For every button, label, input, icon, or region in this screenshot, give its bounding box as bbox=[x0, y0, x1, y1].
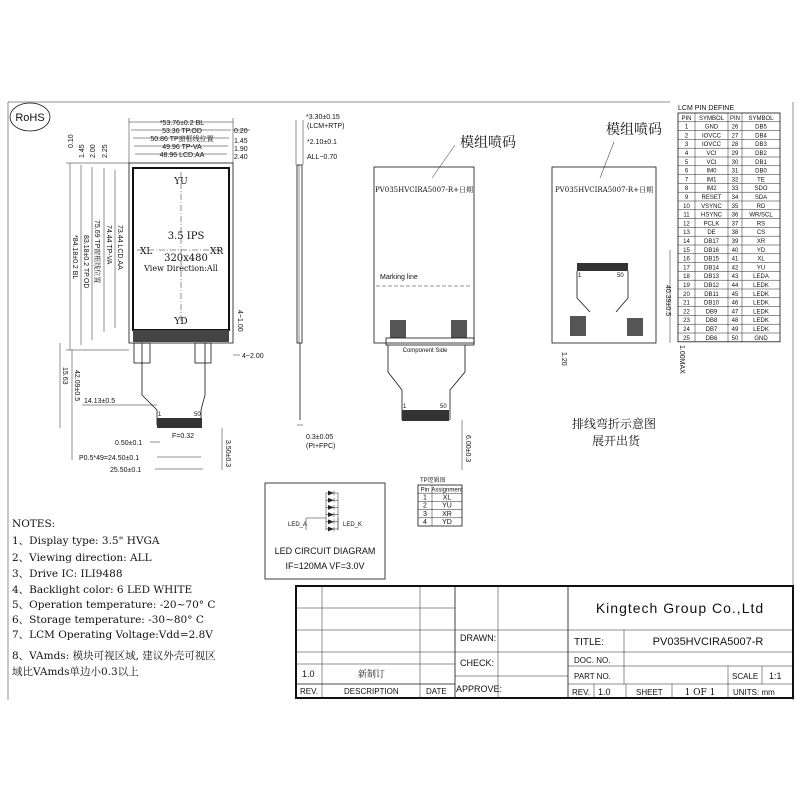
tb-title-value: PV035HVCIRA5007-R bbox=[652, 636, 764, 648]
dim-vert-0: 73.44 LCD.AA bbox=[116, 225, 123, 270]
tp-table-cell: XR bbox=[442, 510, 452, 518]
tp-table-cell: 4 bbox=[423, 519, 427, 527]
pin-table-cell: DB4 bbox=[755, 133, 767, 140]
pin-table-cell: 18 bbox=[683, 274, 690, 281]
dim-vert-1: 74.44 TP-VA bbox=[105, 225, 112, 265]
tb-units: UNITS: mm bbox=[733, 688, 775, 697]
tb-part-no: PART NO. bbox=[574, 672, 611, 681]
tb-drawn: DRAWN: bbox=[460, 633, 497, 643]
rohs-logo-text: RoHS bbox=[15, 112, 45, 124]
back-view-2 bbox=[552, 121, 685, 448]
pin-table-cell: 4 bbox=[684, 151, 689, 157]
pin-table-cell: DB2 bbox=[755, 151, 767, 157]
dim-3-50: 3.50±0.3 bbox=[224, 440, 231, 468]
pin-table-cell: 10 bbox=[683, 203, 690, 210]
notes-heading: NOTES: bbox=[12, 518, 56, 530]
pin-table-cell: LEDK bbox=[753, 291, 769, 298]
back-view-1 bbox=[374, 134, 516, 470]
pin-table-cell: 32 bbox=[731, 177, 739, 184]
note-5: 5、Operation temperature: -20~70° C bbox=[12, 599, 216, 611]
front-view bbox=[60, 118, 264, 474]
dim-left-3: 2.25 bbox=[102, 144, 109, 158]
pin-table-cell: 39 bbox=[731, 239, 739, 245]
tb-desc-entry: 新制订 bbox=[358, 669, 386, 679]
pin-table-cell: LEDK bbox=[753, 309, 769, 316]
dim-top-right-0: 0.20 bbox=[234, 128, 248, 135]
pin-table-cell: 34 bbox=[731, 195, 739, 201]
pin-table-cell: 29 bbox=[731, 151, 739, 157]
fpc-tail bbox=[134, 343, 211, 440]
pin-table-cell: DE bbox=[707, 230, 716, 237]
pin-table-cell: IOVCC bbox=[701, 133, 722, 140]
note-1: 1、Display type: 3.5" HVGA bbox=[12, 535, 160, 547]
notes bbox=[12, 518, 216, 678]
label-yu: YU bbox=[174, 177, 188, 187]
pin-table-cell: 41 bbox=[731, 256, 739, 263]
pin-table-cell: 31 bbox=[731, 168, 739, 175]
dim-top-3: 49.96 TP-VA bbox=[162, 144, 202, 151]
tb-scale-value: 1:1 bbox=[769, 671, 782, 681]
dim-left-1: 1.45 bbox=[79, 144, 86, 158]
pin-table-cell: 12 bbox=[683, 221, 690, 228]
pin-table-cell: 47 bbox=[731, 309, 739, 316]
led-diodes bbox=[326, 491, 338, 532]
note-2: 2、Viewing direction: ALL bbox=[12, 552, 152, 564]
back2-pin-50: 50 bbox=[617, 273, 624, 279]
pin-table-cell: 33 bbox=[731, 186, 739, 193]
back2-pin-1: 1 bbox=[578, 273, 582, 279]
note-3: 3、Drive IC: ILI9488 bbox=[12, 568, 123, 580]
pin-table-cell: 45 bbox=[731, 291, 739, 298]
note-8: 8、VAmds: 模块可视区域, 建议外壳可视区 bbox=[12, 650, 216, 662]
tb-desc-col: DESCRIPTION bbox=[344, 687, 399, 696]
pin-table-cell: SYMBOL bbox=[748, 115, 774, 122]
pin-table-cell: 37 bbox=[731, 221, 739, 228]
tb-check: CHECK: bbox=[460, 658, 495, 668]
pin-table-cell: IM0 bbox=[706, 168, 717, 175]
tp-table-cell: YU bbox=[442, 502, 452, 510]
back1-pin-1: 1 bbox=[403, 404, 407, 410]
dim-vert-3: 83.18±0.2 TP.OD bbox=[82, 235, 89, 289]
back2-code: PV035HVCIRA5007-R+日期 bbox=[554, 186, 654, 194]
pin-table-cell: DB5 bbox=[755, 124, 767, 131]
pin-table-cell: PCLK bbox=[703, 221, 720, 228]
pin-table-cell: PIN bbox=[729, 115, 741, 122]
pin-table-cell: 13 bbox=[683, 230, 690, 237]
fpc-pin-50: 50 bbox=[194, 412, 201, 418]
pin-table-cell: SYMBOL bbox=[698, 115, 725, 122]
title-block bbox=[296, 586, 793, 698]
pin-table-cell: 46 bbox=[731, 300, 739, 307]
dim-f: F=0.32 bbox=[172, 433, 194, 440]
pin-table-cell: VSYNC bbox=[701, 203, 722, 210]
led-label-a: LED_A bbox=[288, 522, 308, 528]
pin-table-cell: DB12 bbox=[703, 283, 720, 289]
dim-top-right-3: 2.40 bbox=[234, 154, 248, 161]
pin-table-cell: SDA bbox=[754, 195, 768, 201]
pin-table-cell: 9 bbox=[684, 195, 689, 201]
dim-25-50: 25.50±0.1 bbox=[110, 467, 142, 474]
pin-table-cell: LEDK bbox=[753, 327, 769, 333]
pin-table-cell: DB11 bbox=[704, 291, 719, 298]
dim-top-1: 53.36 TP.OD bbox=[162, 128, 202, 135]
dim-4-2: 4~2.00 bbox=[242, 353, 264, 360]
dim-left-2: 2.00 bbox=[90, 144, 97, 158]
dim-vert-2: 75.69 TP窗框线位置 bbox=[93, 220, 100, 284]
pin-table-cell: 35 bbox=[731, 203, 739, 210]
tp-table-cell: 3 bbox=[423, 510, 427, 518]
pin-table-cell: LEDK bbox=[753, 318, 769, 325]
tp-table bbox=[418, 476, 463, 526]
pin-table-cell: 26 bbox=[731, 124, 739, 131]
dim-4-1: 4~1.00 bbox=[236, 310, 243, 332]
tp-table-cell: 1 bbox=[423, 494, 427, 502]
pin-table-cell: DB9 bbox=[705, 309, 718, 316]
pin-table-cell: VCI bbox=[706, 151, 717, 157]
pin-table-cell: DB1 bbox=[755, 159, 767, 166]
label-yd: YD bbox=[174, 317, 188, 327]
back1-title: 模组喷码 bbox=[460, 134, 516, 150]
back2-dim-40: 40.39±0.5 bbox=[664, 285, 671, 317]
pin-table-cell: GND bbox=[704, 124, 719, 131]
side-dim-4: 0.3±0.05 bbox=[306, 434, 334, 441]
pin-table-cell: 8 bbox=[684, 186, 689, 193]
label-view: View Direction:All bbox=[144, 264, 218, 273]
company-name: Kingtech Group Co.,Ltd bbox=[595, 600, 765, 616]
back2-caption-1: 排线弯折示意图 bbox=[572, 417, 657, 431]
dim-vert-4: *84.18±0.2 BL bbox=[71, 235, 78, 280]
pin-table-cell: GND bbox=[754, 335, 768, 342]
label-size: 3.5 IPS bbox=[167, 231, 205, 242]
tb-sheet-value: 1 OF 1 bbox=[684, 688, 716, 698]
led-circuit bbox=[265, 483, 385, 579]
pin-table-cell: YD bbox=[756, 247, 766, 254]
pin-table-cell: DB17 bbox=[703, 239, 720, 245]
pin-table-cell: 2 bbox=[684, 133, 689, 140]
pin-table-cell: DB3 bbox=[755, 142, 767, 149]
pin-table-cell: TE bbox=[757, 177, 765, 184]
pin-table-cell: 40 bbox=[731, 247, 739, 254]
pin-table-cell: 30 bbox=[731, 159, 739, 166]
led-label-k: LED_K bbox=[343, 522, 363, 528]
pin-table-title: LCM PIN DEFINE bbox=[678, 105, 735, 112]
pin-table-cell: DB8 bbox=[705, 318, 718, 325]
rohs-logo bbox=[10, 103, 50, 131]
pin-table-cell: 5 bbox=[684, 159, 689, 166]
note-6: 6、Storage temperature: -30~80° C bbox=[12, 614, 204, 626]
back1-dim-6: 6.00±0.3 bbox=[464, 435, 471, 463]
tb-date-col: DATE bbox=[426, 687, 447, 696]
side-dim-3: ALL~0.70 bbox=[307, 154, 338, 161]
back1-marking: Marking line bbox=[380, 274, 418, 281]
pin-table-cell: 28 bbox=[731, 142, 739, 149]
pin-table-cell: 36 bbox=[731, 212, 739, 219]
pin-table-cell: 49 bbox=[731, 327, 739, 333]
pin-table-cell: 44 bbox=[731, 283, 739, 289]
back1-code: PV035HVCIRA5007-R+日期 bbox=[374, 186, 474, 194]
pin-table-cell: YU bbox=[756, 265, 766, 272]
pin-table-cell: IM1 bbox=[706, 177, 717, 184]
back2-dim-1max: 1.00MAX bbox=[678, 345, 685, 374]
tp-table-title: TP逻辑图 bbox=[420, 478, 446, 484]
pin-table-cell: 7 bbox=[684, 177, 689, 184]
back1-pin-50: 50 bbox=[440, 404, 447, 410]
pin-table bbox=[678, 105, 780, 342]
label-xr: XR bbox=[210, 247, 224, 257]
pin-table-cell: 15 bbox=[683, 247, 690, 254]
tp-table-grid bbox=[418, 485, 463, 526]
pin-table-cell: DB7 bbox=[705, 327, 718, 333]
pin-table-cell: DB15 bbox=[703, 256, 720, 263]
side-view bbox=[296, 114, 344, 450]
pin-table-cell: RS bbox=[756, 221, 766, 228]
pin-table-cell: WR/SCL bbox=[749, 212, 773, 219]
pin-table-cell: 27 bbox=[731, 133, 739, 140]
pin-table-cell: SDO bbox=[754, 186, 768, 193]
dim-top-right-2: 1.90 bbox=[234, 146, 248, 153]
pin-table-cell: 1 bbox=[684, 124, 689, 131]
pin-table-cell: RD bbox=[756, 203, 766, 210]
pin-table-cell: DB16 bbox=[703, 247, 720, 254]
pin-table-cell: XR bbox=[756, 239, 766, 245]
tb-rev-label: REV. bbox=[572, 688, 590, 697]
pin-table-cell: LEDK bbox=[753, 283, 769, 289]
tp-table-cell: Assignment bbox=[431, 487, 463, 494]
pin-table-cell: 24 bbox=[683, 327, 690, 333]
tb-rev-col: REV. bbox=[300, 687, 318, 696]
pin-table-cell: 42 bbox=[731, 265, 739, 272]
pin-table-cell: 14 bbox=[683, 239, 690, 245]
side-dim-2: *2.10±0.1 bbox=[307, 139, 337, 146]
pin-table-cell: VCI bbox=[706, 159, 717, 166]
fpc-contacts bbox=[157, 418, 202, 428]
tb-approve: APPROVE: bbox=[456, 684, 503, 694]
top-dimensions bbox=[129, 118, 250, 163]
dim-top-right-1: 1.45 bbox=[234, 138, 248, 145]
dim-42-09: 42.09±0.5 bbox=[73, 370, 80, 402]
left-dimensions bbox=[66, 134, 129, 350]
back1-component-side: Component Side bbox=[402, 348, 448, 354]
tb-rev-entry: 1.0 bbox=[302, 669, 315, 679]
back2-caption-2: 展开出货 bbox=[592, 434, 641, 448]
led-spec: IF=120MA VF=3.0V bbox=[285, 561, 365, 571]
pin-table-cell: IM2 bbox=[706, 186, 717, 193]
pin-table-cell: 19 bbox=[683, 283, 690, 289]
back2-dim-1-20: 1.20 bbox=[560, 352, 567, 366]
pin-table-cell: LEDK bbox=[753, 300, 769, 307]
pin-table-cell: CS bbox=[756, 230, 766, 237]
pin-table-cell: 50 bbox=[731, 335, 739, 342]
tb-doc-no: DOC. NO. bbox=[574, 656, 611, 665]
pin-table-cell: 48 bbox=[731, 318, 739, 325]
label-xl: XL bbox=[140, 247, 153, 257]
pin-table-cell: 25 bbox=[683, 335, 690, 342]
tb-sheet-label: SHEET bbox=[636, 688, 663, 697]
pin-table-cell: 16 bbox=[683, 256, 690, 263]
pin-table-cell: IOVCC bbox=[701, 142, 722, 149]
tb-title-label: TITLE: bbox=[574, 637, 605, 648]
dim-15-63: 15.63 bbox=[61, 367, 68, 385]
note-4: 4、Backlight color: 6 LED WHITE bbox=[12, 584, 193, 596]
pin-table-cell: DB0 bbox=[755, 168, 767, 175]
pin-table-cell: DB14 bbox=[703, 265, 720, 272]
dim-top-2: 50.86 TP窗框线位置 bbox=[150, 136, 214, 143]
pin-table-cell: DB13 bbox=[703, 274, 720, 281]
pin-table-cell: DB6 bbox=[705, 335, 718, 342]
pin-table-cell: PIN bbox=[681, 115, 692, 122]
fpc-pin-1: 1 bbox=[158, 412, 162, 418]
pin-table-cell: RESET bbox=[701, 195, 722, 201]
pin-table-cell: 6 bbox=[684, 168, 689, 175]
dim-left-0: 0.10 bbox=[68, 134, 75, 148]
tb-rev-value: 1.0 bbox=[598, 687, 611, 697]
dim-top-0: *53.76±0.2 BL bbox=[159, 120, 205, 127]
pin-table-cell: DB10 bbox=[703, 300, 720, 307]
dim-14-13: 14.13±0.5 bbox=[84, 398, 116, 405]
side-dim-0: *3.30±0.15 bbox=[306, 114, 340, 121]
bottom-bezel bbox=[133, 330, 229, 342]
pin-table-cell: 17 bbox=[683, 265, 690, 272]
pin-table-cell: 23 bbox=[683, 318, 690, 325]
tp-table-cell: Pin bbox=[420, 487, 430, 494]
dim-0-50: 0.50±0.1 bbox=[115, 440, 143, 447]
pin-table-cell: 38 bbox=[731, 230, 739, 237]
note-7: 7、LCM Operating Voltage:Vdd=2.8V bbox=[12, 629, 213, 641]
side-dim-5: (PI+FPC) bbox=[306, 443, 336, 450]
pin-table-cell: HSYNC bbox=[700, 212, 723, 219]
pin-table-cell: XL bbox=[757, 256, 765, 263]
tp-table-cell: YD bbox=[442, 519, 452, 527]
pin-table-cell: 43 bbox=[731, 274, 739, 281]
dim-top-4: 48.96 LCD.AA bbox=[159, 152, 205, 159]
note-8-cont: 域比VAmds单边小0.3以上 bbox=[12, 666, 139, 678]
pin-table-cell: 21 bbox=[683, 300, 690, 307]
label-resolution: 320x480 bbox=[164, 253, 208, 264]
pin-table-cell: 20 bbox=[683, 291, 690, 298]
back2-title: 模组喷码 bbox=[606, 121, 662, 137]
dim-pitch: P0.5*49=24.50±0.1 bbox=[79, 455, 140, 462]
side-dim-1: (LCM+RTP) bbox=[307, 123, 345, 130]
tp-table-cell: XL bbox=[442, 494, 452, 502]
tb-scale-label: SCALE bbox=[732, 672, 759, 681]
pin-table-cell: 11 bbox=[683, 212, 690, 219]
tp-table-cell: 2 bbox=[423, 502, 427, 510]
pin-table-grid bbox=[678, 113, 780, 342]
pin-table-cell: 3 bbox=[684, 142, 689, 149]
pin-table-cell: LEDA bbox=[753, 274, 769, 281]
pin-table-cell: 22 bbox=[683, 309, 690, 316]
led-title: LED CIRCUIT DIAGRAM bbox=[274, 546, 376, 556]
